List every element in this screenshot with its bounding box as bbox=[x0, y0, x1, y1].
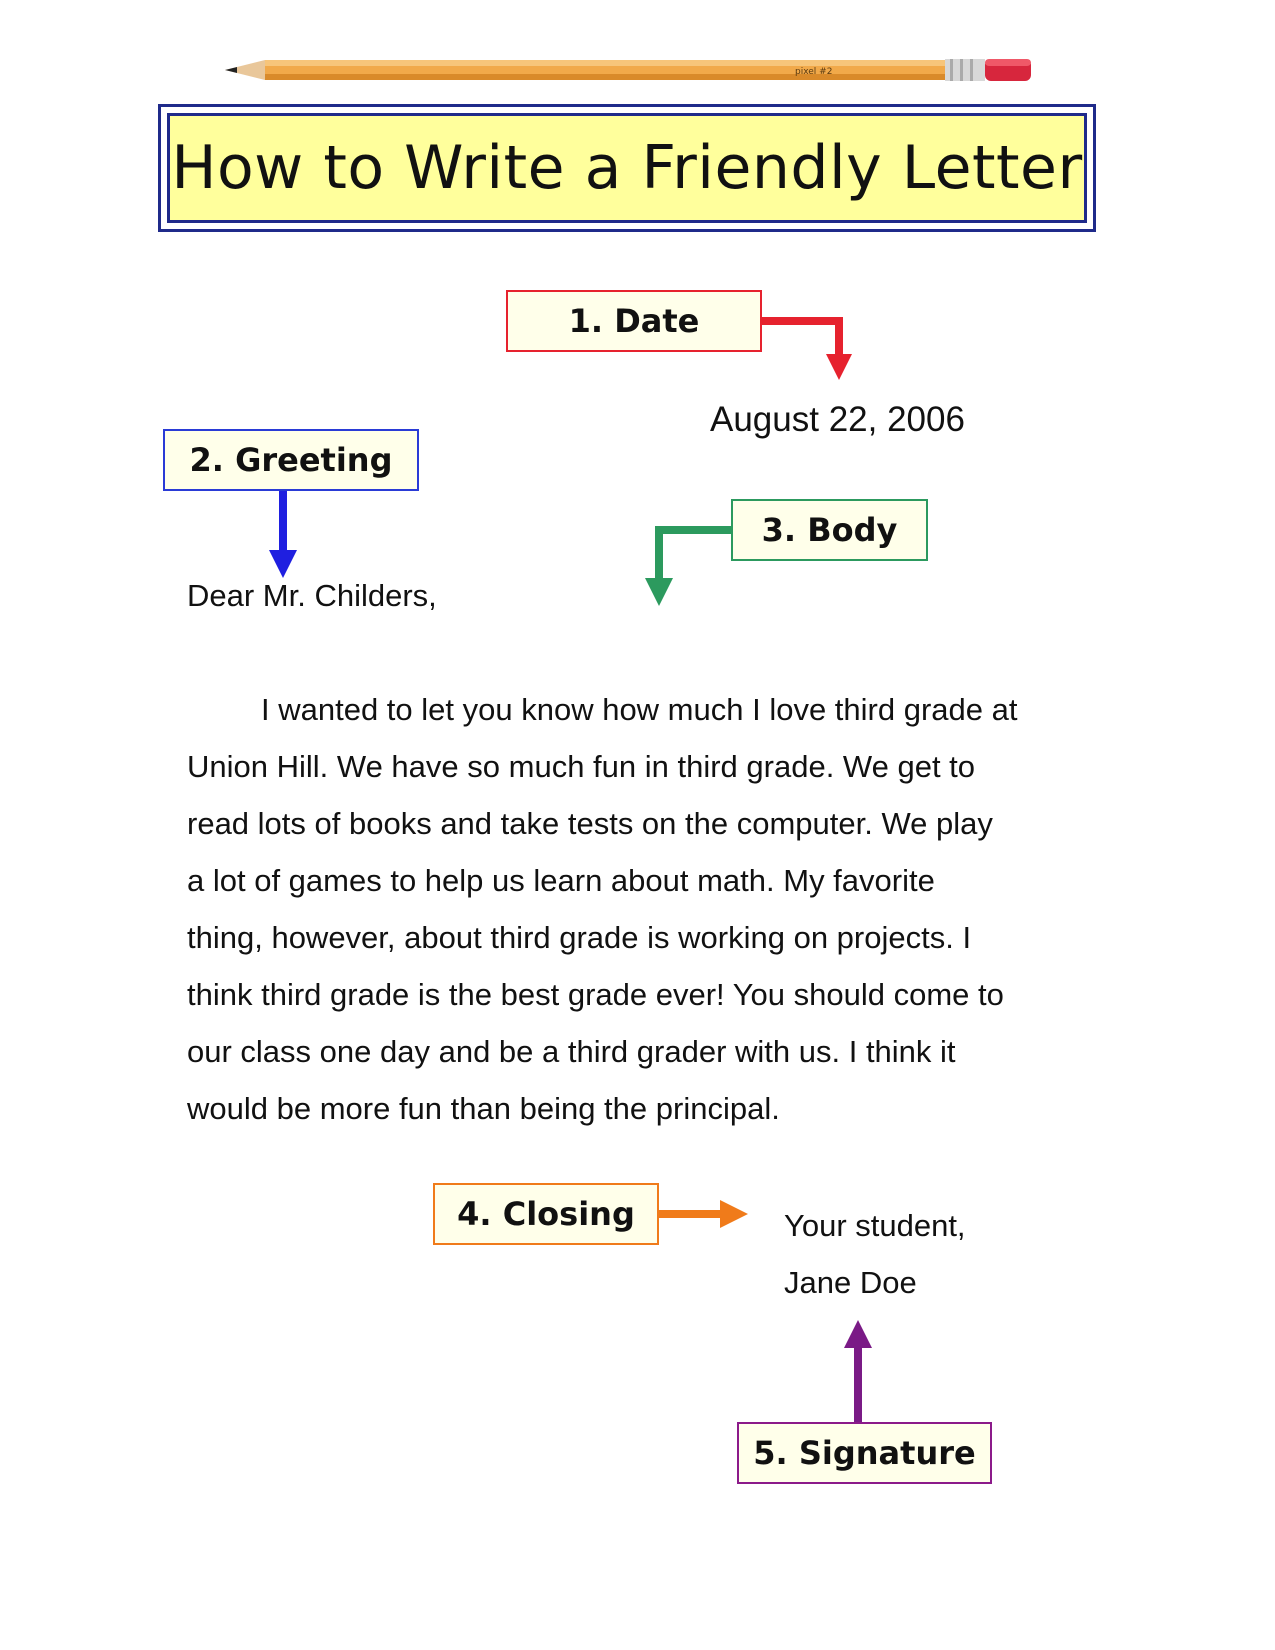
body-arrow-icon bbox=[645, 530, 731, 606]
body-label: 3. Body bbox=[731, 499, 928, 561]
body-line: would be more fun than being the principal. bbox=[187, 1091, 780, 1126]
greeting-label: 2. Greeting bbox=[163, 429, 419, 491]
body-line: our class one day and be a third grader with us. I think it bbox=[187, 1034, 956, 1069]
closing-label: 4. Closing bbox=[433, 1183, 659, 1245]
closing-arrow-icon bbox=[659, 1200, 748, 1228]
body-line: thing, however, about third grade is working on projects. I bbox=[187, 920, 972, 955]
signature-arrow-icon bbox=[844, 1320, 872, 1422]
date-label: 1. Date bbox=[506, 290, 762, 352]
signature-label: 5. Signature bbox=[737, 1422, 992, 1484]
body-line: read lots of books and take tests on the computer. We play bbox=[187, 806, 993, 841]
pencil-brand: pixel #2 bbox=[795, 67, 833, 77]
body-line: I wanted to let you know how much I love third grade at bbox=[261, 692, 1018, 727]
letter-greeting: Dear Mr. Childers, bbox=[187, 578, 437, 613]
body-line: Union Hill. We have so much fun in third grade. We get to bbox=[187, 749, 976, 784]
date-arrow-icon bbox=[762, 321, 852, 380]
body-line: think third grade is the best grade ever! You should come to bbox=[187, 977, 1004, 1012]
body-line: a lot of games to help us learn about math. My favorite bbox=[187, 863, 935, 898]
greeting-arrow-icon bbox=[269, 491, 297, 578]
letter-closing: Your student, bbox=[784, 1208, 966, 1243]
letter-date: August 22, 2006 bbox=[710, 400, 965, 439]
letter-signature: Jane Doe bbox=[784, 1265, 917, 1300]
page-title: How to Write a Friendly Letter bbox=[171, 133, 1083, 203]
